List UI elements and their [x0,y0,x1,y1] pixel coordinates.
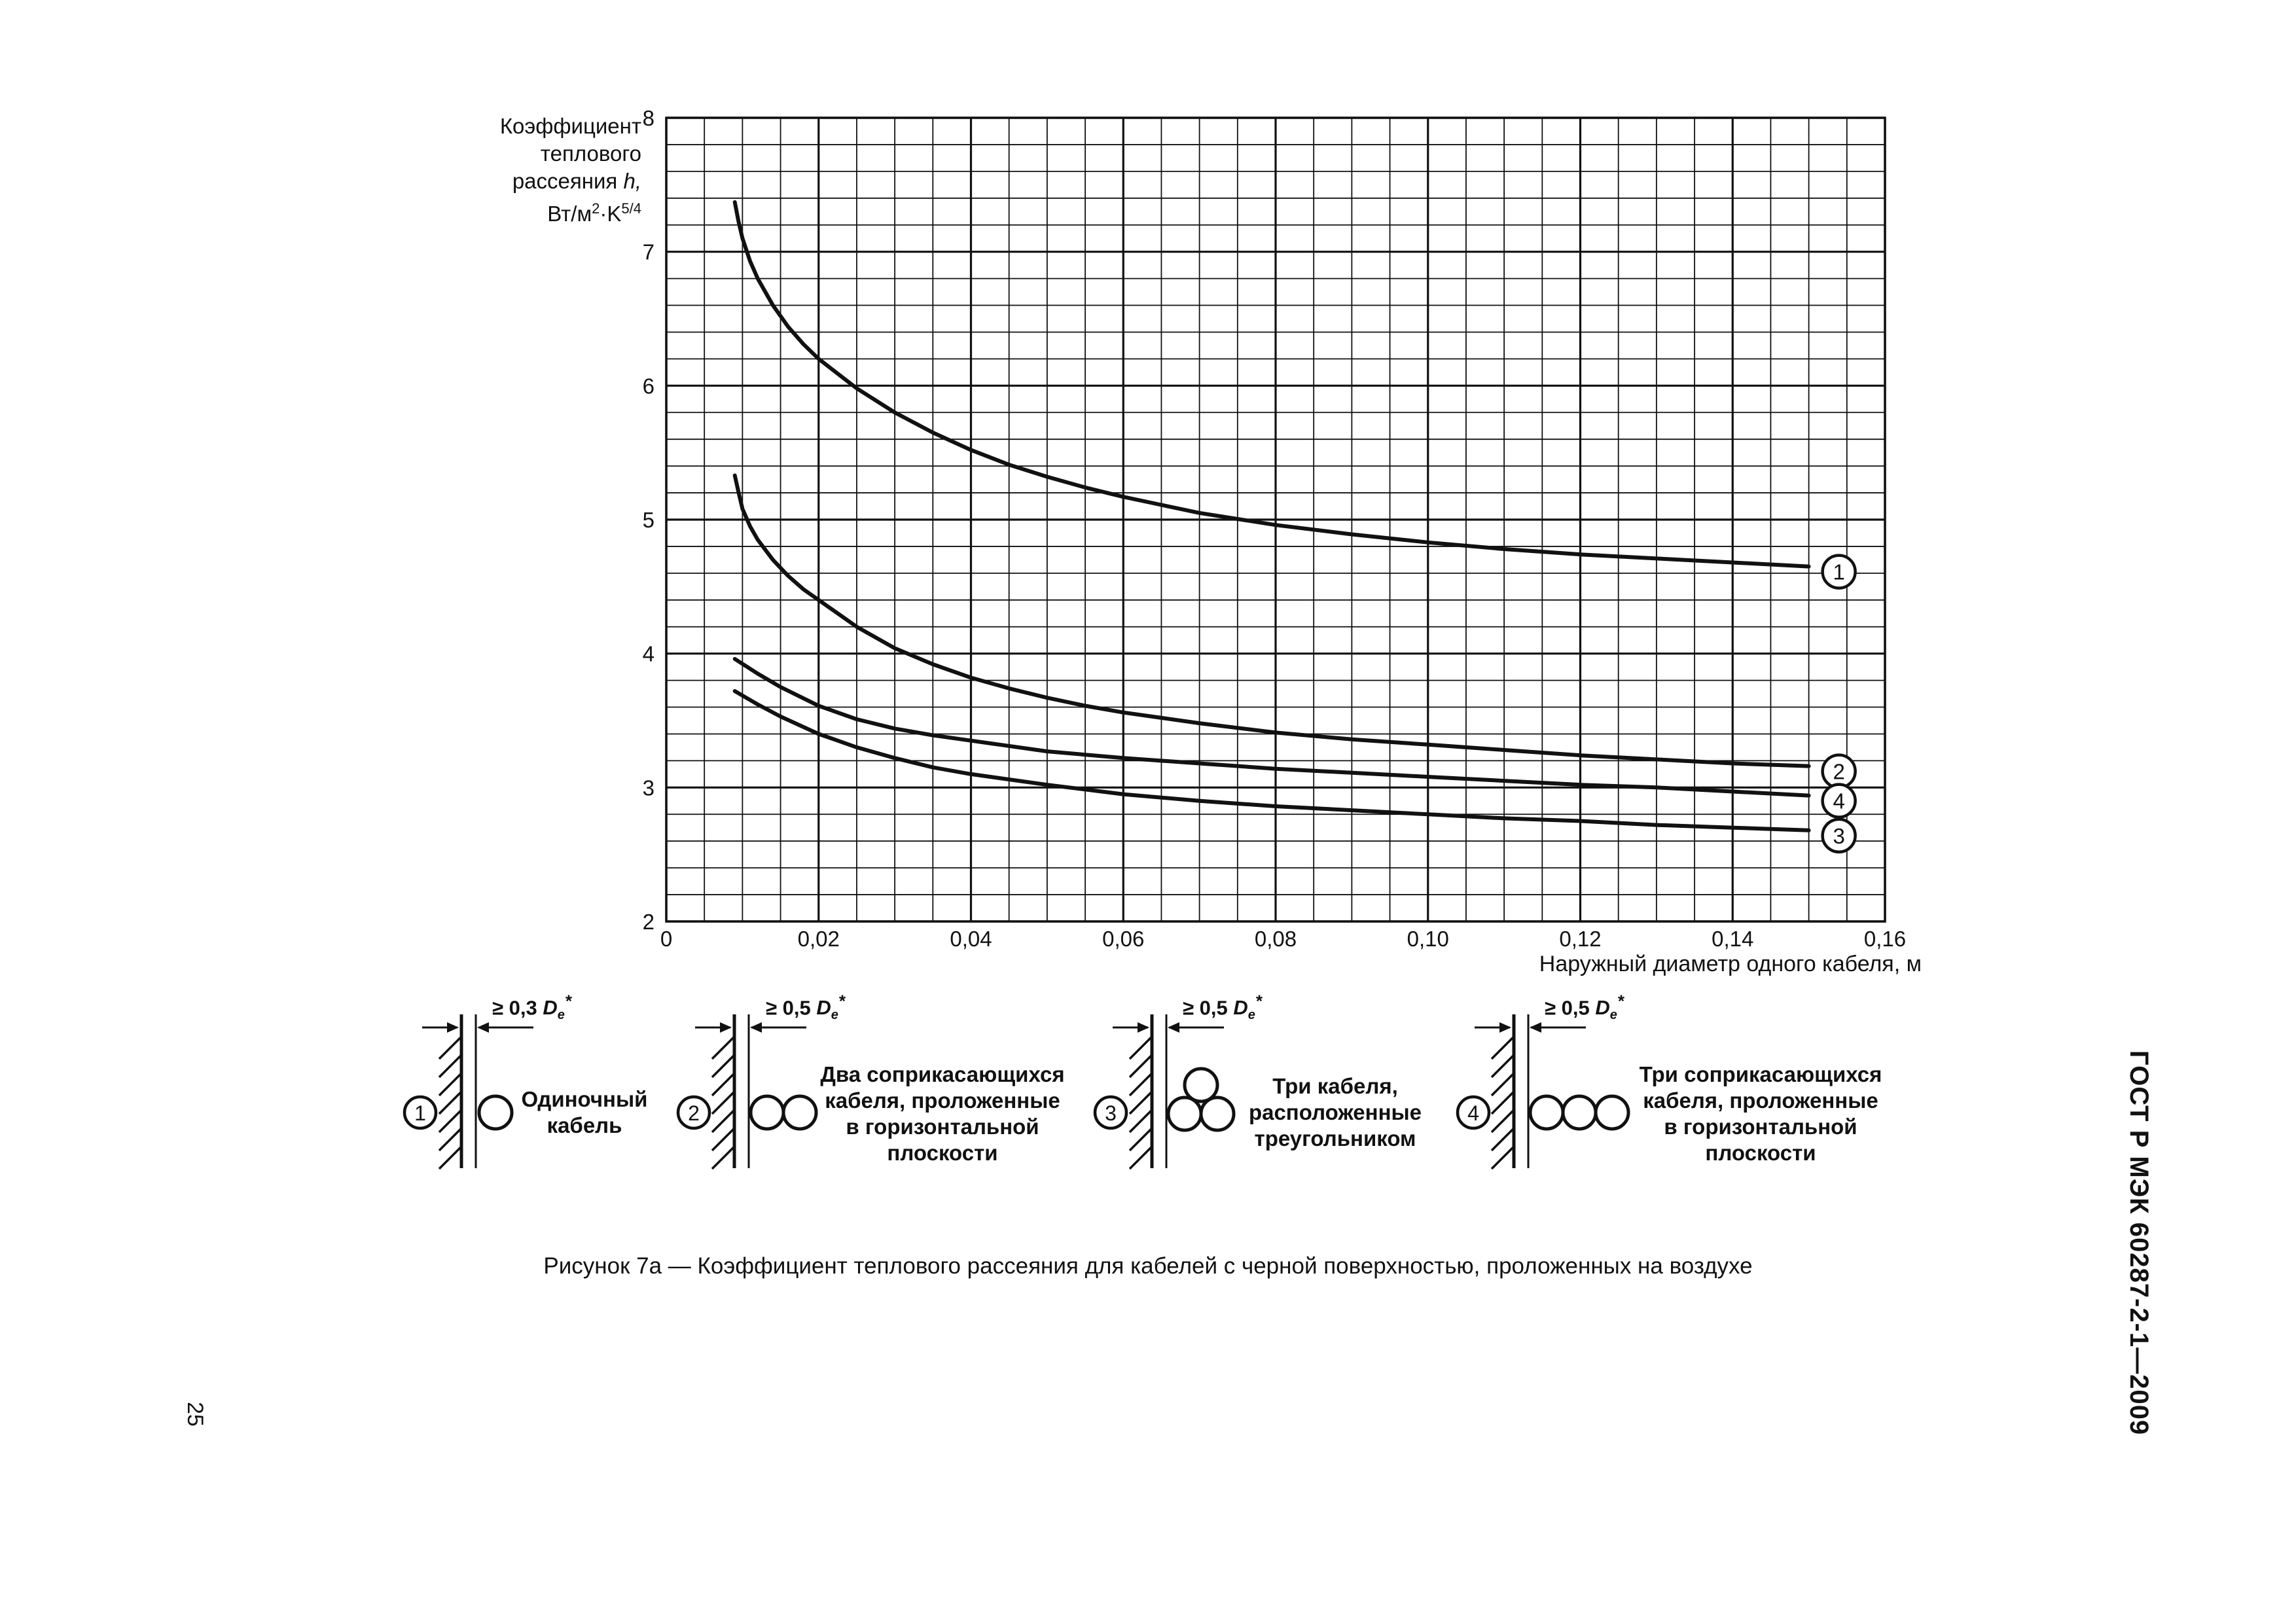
x-tick-label: 0,12 [1559,927,1602,951]
legend-1-arrowhead-left [447,1022,459,1033]
legend-3-hatch [1130,1037,1152,1059]
x-tick-label: 0 [660,927,673,951]
series-marker-label-4: 4 [1833,789,1845,813]
y-label-line-2: теплового [540,141,641,166]
legend-1-arrowhead-right [477,1022,489,1033]
legend-1-hatch [439,1147,461,1169]
y-tick-label: 6 [642,374,655,399]
y-label-line-1: Коэффициент [499,114,641,138]
legend-4-number-label: 4 [1467,1101,1479,1125]
legend-4-hatch [1492,1147,1514,1169]
legend-2-hatch [712,1073,734,1096]
legend-1-number-label: 1 [414,1101,426,1125]
y-tick-label: 4 [642,641,655,666]
legend-3-number-label: 3 [1105,1101,1117,1125]
legend-4-cable-a [1530,1096,1563,1129]
legend-2-hatch [712,1037,734,1059]
y-label-unit: $Вт/м^2\cdot K^{5/4}$ [547,200,641,226]
x-tick-label: 0,02 [797,927,840,951]
document-standard-title: ГОСТ Р МЭК 60287-2-1—2009 [2125,1050,2153,1436]
legend-2-number-label: 2 [688,1101,700,1125]
series-line-4 [735,659,1809,796]
y-tick-label: 2 [642,910,655,934]
legend-4-hatch [1492,1128,1514,1150]
x-tick-label: 0,08 [1254,927,1297,951]
y-axis-label [425,113,641,228]
legend-3-cable-top [1185,1069,1217,1101]
legend-2-arrowhead-right [750,1022,762,1033]
legend-1-text: Одиночный кабель [521,1087,648,1137]
y-tick-label: 3 [642,776,655,800]
series-marker-label-2: 2 [1833,759,1845,784]
legend-1-hatch [439,1110,461,1132]
y-tick-label: 8 [642,106,655,130]
legend-3-text: Три кабеля, расположенные треугольником [1248,1074,1422,1150]
legend-1-hatch [439,1073,461,1096]
y-tick-label: 5 [642,508,655,532]
chart-grid [666,118,1885,921]
legend-1-spacing: ≥ 0,3 $D_e^*$ [492,991,571,1023]
x-axis-label: Наружный диаметр одного кабеля, м [1539,952,1922,976]
legend-1-cable [479,1096,512,1129]
legend-3-hatch [1130,1073,1152,1096]
y-label-line-3: рассеяния h, [512,169,641,193]
legend-4-text: Три соприкасающихся кабеля, проложенные в горизонтальной плоскости [1639,1062,1882,1165]
x-tick-label: 0,04 [950,927,992,951]
legend-3-hatch [1130,1128,1152,1150]
legend-2-hatch [712,1110,734,1132]
legend-2-arrowhead-left [720,1022,732,1033]
x-tick-label: 0,14 [1712,927,1754,951]
legend-2-cable-a [751,1096,783,1129]
legend-1-hatch [439,1128,461,1150]
legend-4-hatch [1492,1037,1514,1059]
page-number: 25 [183,1402,207,1427]
legend-4-spacing: ≥ 0,5 $D_e^*$ [1545,991,1624,1023]
series-line-1 [735,202,1809,567]
legend-3-spacing: ≥ 0,5 $D_e^*$ [1183,991,1262,1023]
legend-2-hatch [712,1055,734,1077]
x-tick-label: 0,06 [1102,927,1145,951]
legend-4-hatch [1492,1092,1514,1114]
legend-2-hatch [712,1092,734,1114]
x-tick-label: 0,10 [1407,927,1449,951]
legend-4-cable-b [1563,1096,1596,1129]
figure-caption: Рисунок 7а — Коэффициент теплового рассеяния для кабелей с черной поверхностью, проложенных на воздухе [543,1253,1753,1279]
legend-1-hatch [439,1092,461,1114]
legend-1-hatch [439,1055,461,1077]
legend-3-arrowhead-right [1168,1022,1179,1033]
series-marker-label-1: 1 [1833,560,1845,584]
legend-3-hatch [1130,1110,1152,1132]
legend-2-spacing: ≥ 0,5 $D_e^*$ [766,991,845,1023]
legend-1-hatch [439,1037,461,1059]
legend-2-hatch [712,1128,734,1150]
axis-ticks [643,106,1906,951]
series-marker-label-3: 3 [1833,823,1845,848]
legend-2-hatch [712,1147,734,1169]
legend-4-hatch [1492,1110,1514,1132]
legend-3-hatch [1130,1092,1152,1114]
legend-2-text: Два соприкасающихся кабеля, проложенные в горизонтальной плоскости [820,1062,1065,1165]
legend-3-cable-left [1168,1097,1201,1130]
y-tick-label: 7 [642,240,655,264]
legend-4-hatch [1492,1073,1514,1096]
legend-4-arrowhead-left [1499,1022,1511,1033]
x-tick-label: 0,16 [1863,927,1907,951]
legend-4-hatch [1492,1055,1514,1077]
legend-3-cable-right [1201,1097,1234,1130]
legend-4-arrowhead-right [1530,1022,1541,1033]
legend-3-hatch [1130,1055,1152,1077]
legend-3-arrowhead-left [1138,1022,1149,1033]
chart-series [735,202,1856,852]
legend-3-hatch [1130,1147,1152,1169]
